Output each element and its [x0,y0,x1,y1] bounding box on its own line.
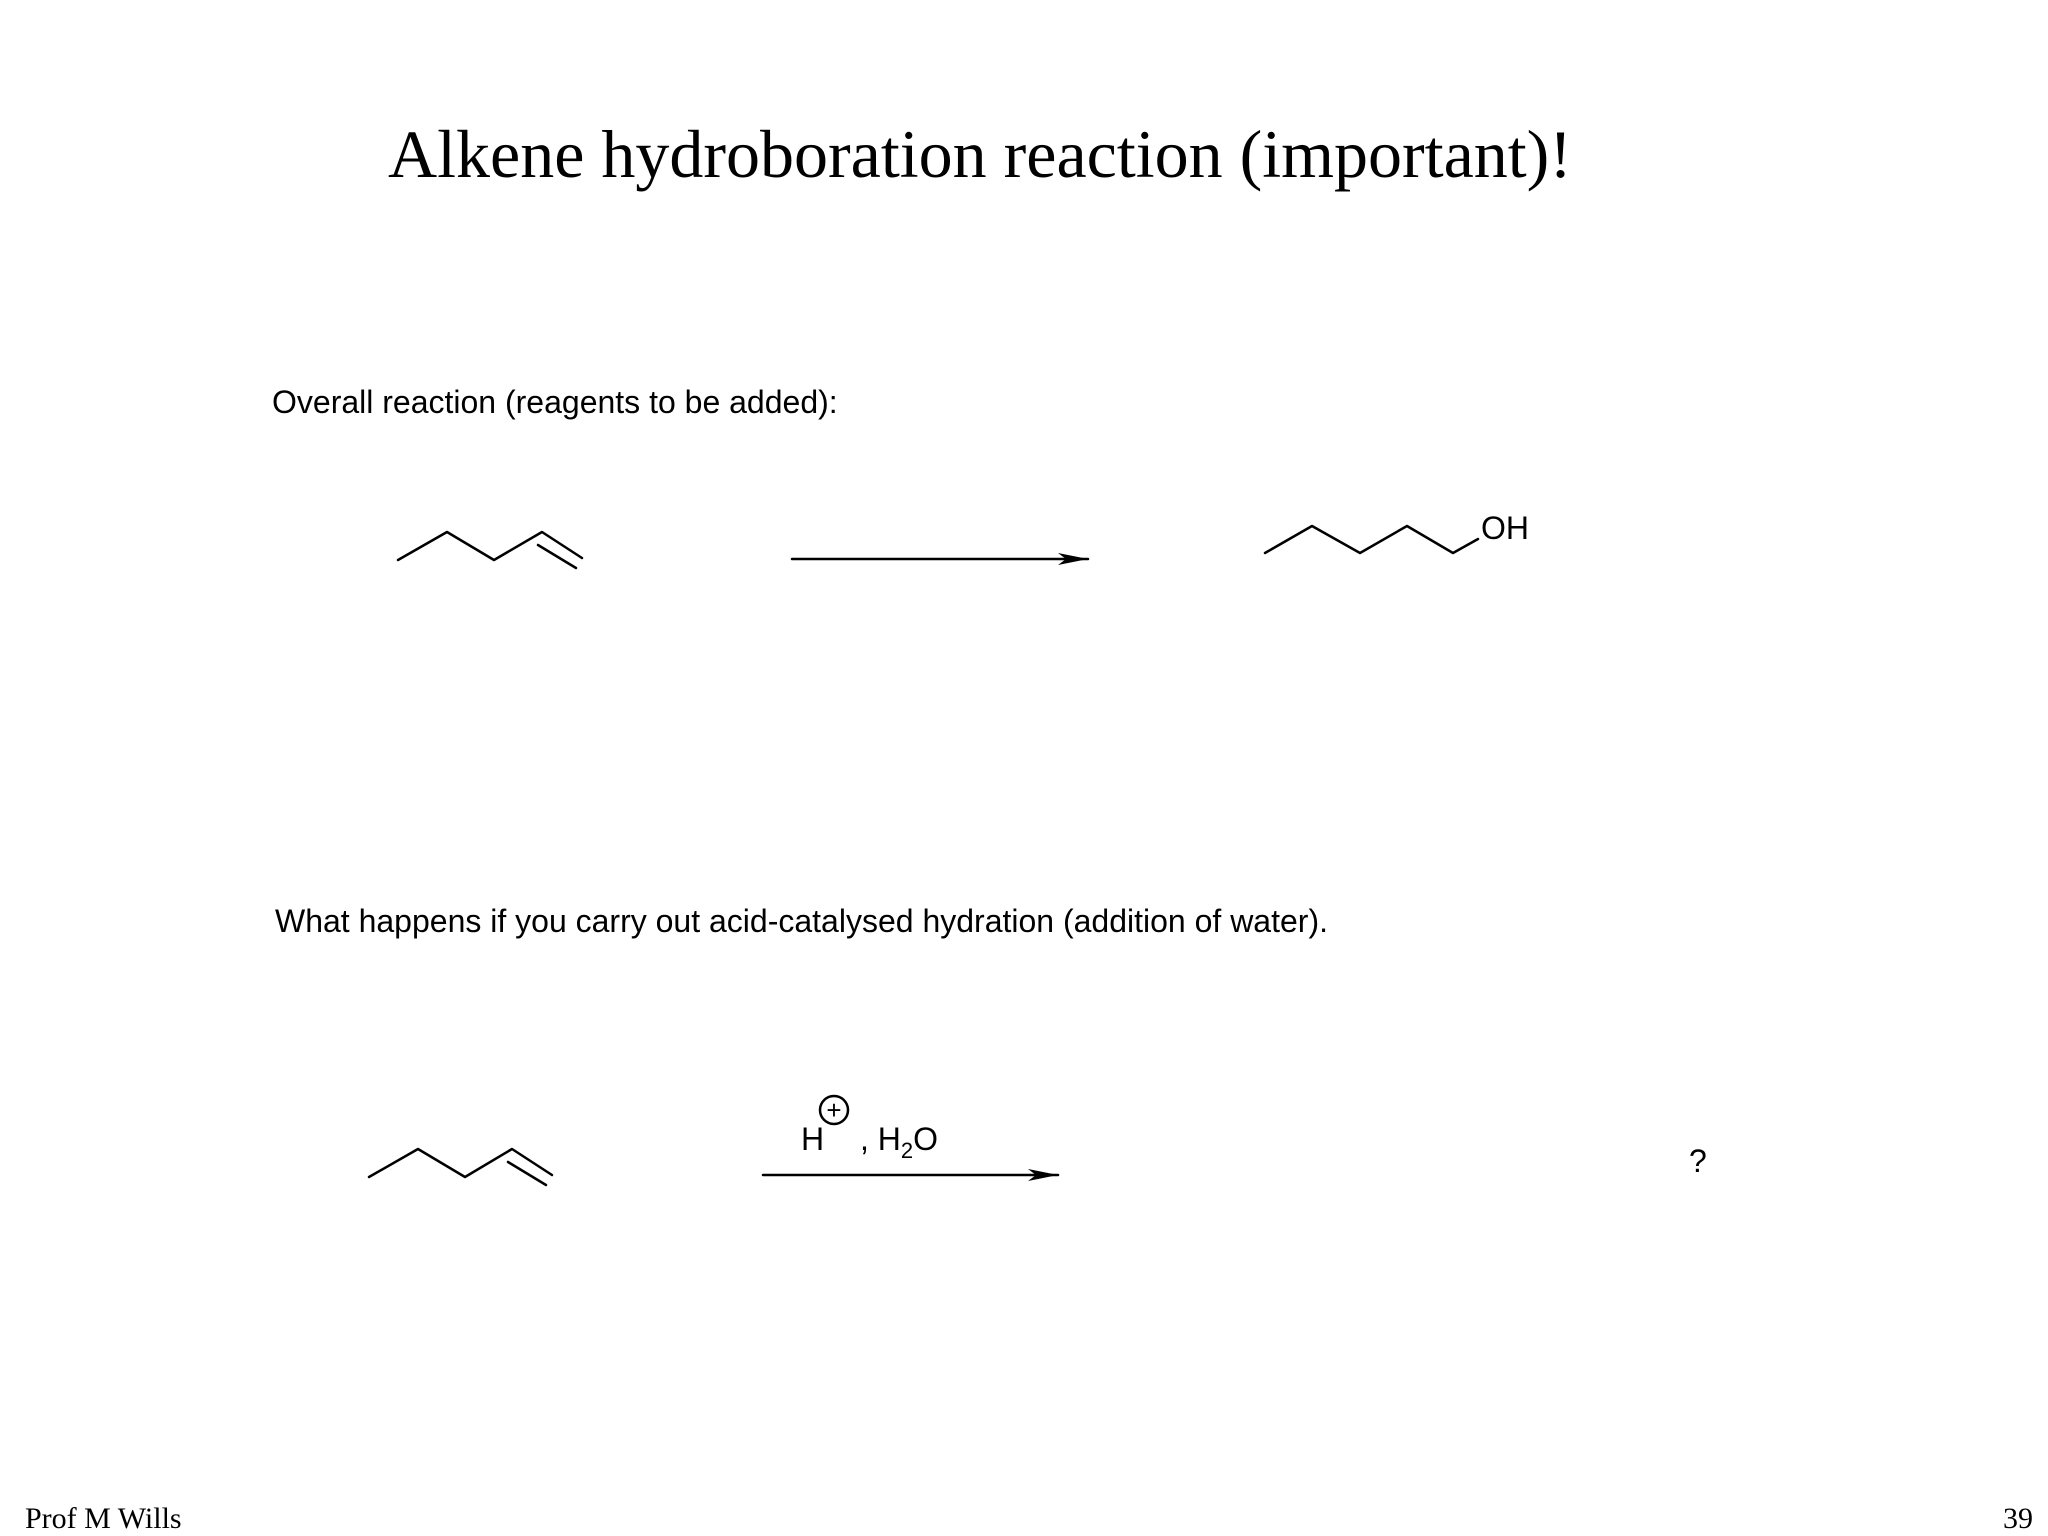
water-subscript: 2 [900,1138,914,1163]
hydroxyl-group-label: OH [1481,510,1529,546]
overall-reaction-caption: Overall reaction (reagents to be added): [272,384,838,420]
water-oxygen: O [913,1121,939,1157]
water-label-prefix: , H [860,1121,901,1157]
acid-water-reagents [801,1095,938,1163]
water-label [860,1121,938,1163]
page-number: 39 [2003,1502,2033,1535]
pentene-structure-1 [398,532,582,568]
acid-hydration-caption: What happens if you carry out acid-catalysed hydration (addition of water). [275,903,1328,939]
proton-label: H [801,1121,825,1157]
slide-title: Alkene hydroboration reaction (important)! [388,116,1572,192]
pentanol-structure [1265,510,1529,553]
unknown-product-mark: ? [1689,1143,1707,1179]
positive-charge-symbol: + [826,1095,842,1125]
footer-author: Prof M Wills [25,1502,182,1535]
pentene-structure-2 [369,1149,552,1185]
